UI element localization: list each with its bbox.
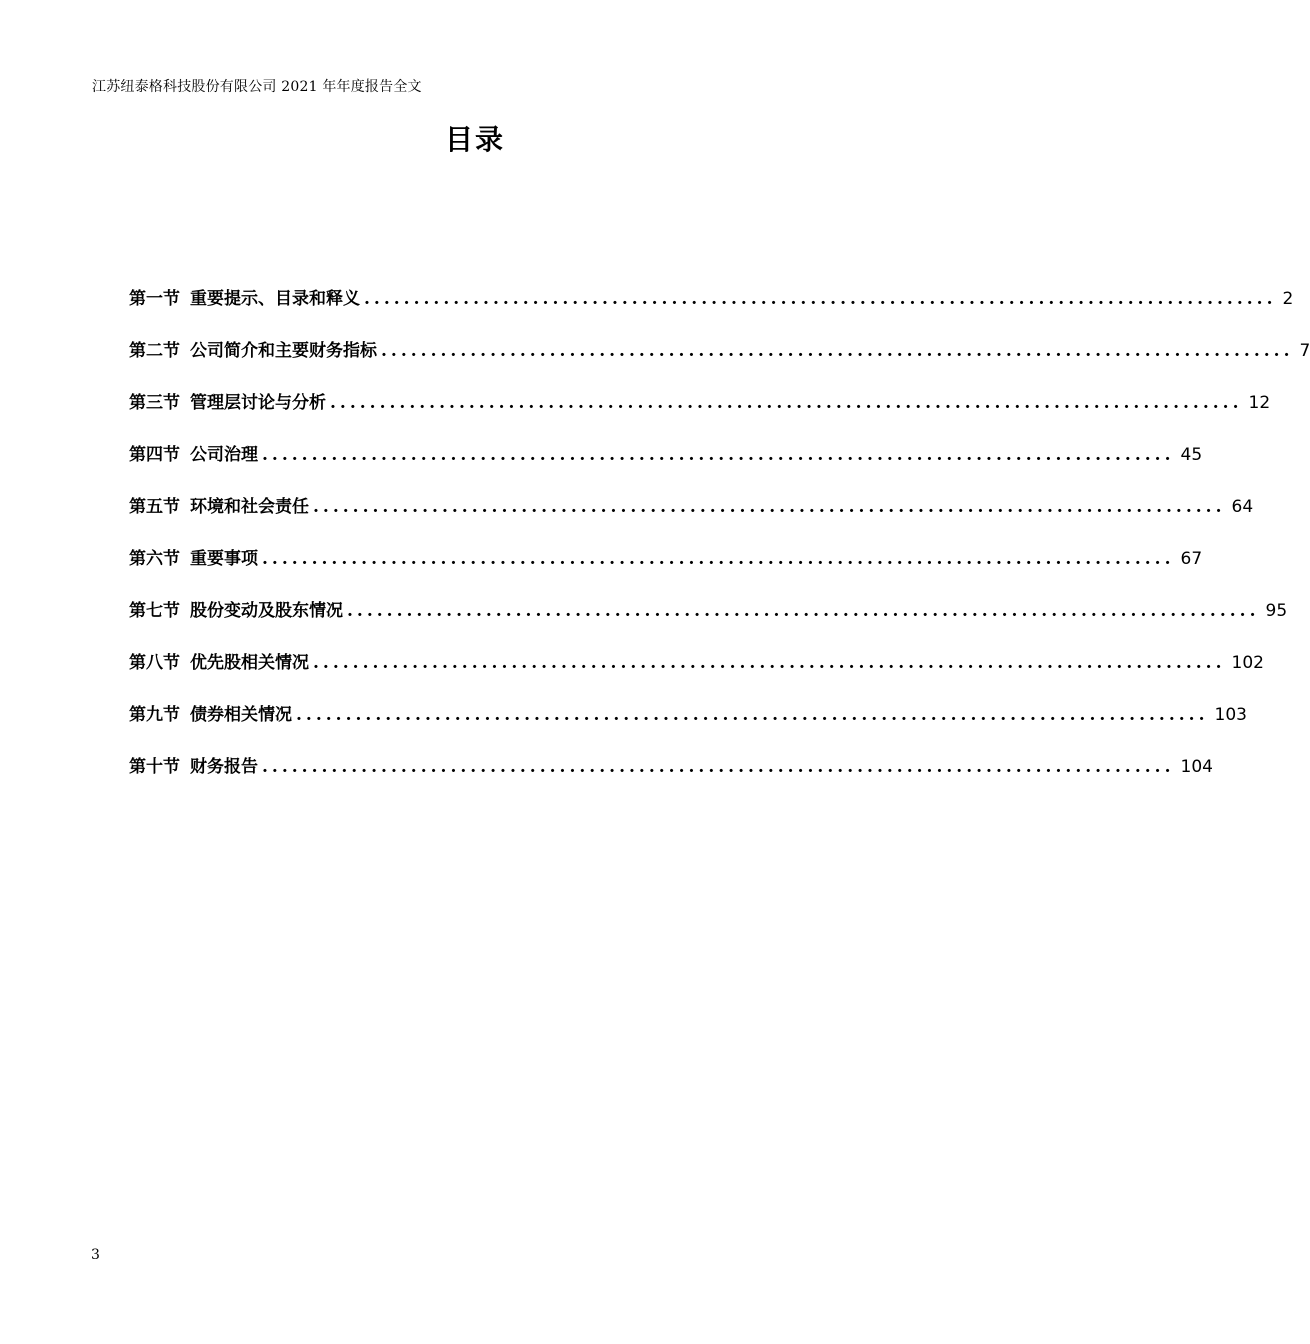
toc-section-number: 第五节 [129, 497, 180, 517]
toc-entry-10[interactable] [129, 752, 1213, 804]
running-header: 江苏纽泰格科技股份有限公司 2021 年年度报告全文 [92, 79, 422, 95]
toc-section-name: 环境和社会责任 [190, 497, 309, 517]
toc-section-number: 第三节 [129, 393, 180, 413]
toc-section-number: 第二节 [129, 341, 180, 361]
toc-leader-dots: ............................................................................................ [262, 757, 1175, 777]
toc-leader-dots: ............................................................................................ [347, 601, 1260, 621]
toc-page-number: 45 [1180, 445, 1203, 465]
toc-section-name: 重要事项 [190, 549, 258, 569]
toc-entry-4[interactable] [129, 440, 1203, 492]
toc-page-number: 104 [1180, 757, 1213, 777]
toc-page-number: 103 [1214, 705, 1247, 725]
toc-section-number: 第一节 [129, 289, 180, 309]
toc-section-name: 财务报告 [190, 757, 258, 777]
toc-entry-9[interactable] [129, 700, 1247, 752]
toc-section-number: 第七节 [129, 601, 180, 621]
toc-entry-8[interactable] [129, 648, 1264, 700]
toc-page-number: 95 [1265, 601, 1288, 621]
toc-leader-dots: ............................................................................................ [313, 653, 1226, 673]
toc-title: 目录 [444, 123, 505, 156]
toc-section-number: 第四节 [129, 445, 180, 465]
toc-section-number: 第九节 [129, 705, 180, 725]
toc-page-number: 7 [1299, 341, 1310, 361]
toc-entry-2[interactable] [129, 336, 1310, 388]
toc-entry-6[interactable] [129, 544, 1203, 596]
toc-leader-dots: ............................................................................................ [330, 393, 1243, 413]
toc-section-name: 公司简介和主要财务指标 [190, 341, 377, 361]
toc-leader-dots: ............................................................................................ [364, 289, 1277, 309]
toc-page-number: 102 [1231, 653, 1264, 673]
toc-page-number: 12 [1248, 393, 1271, 413]
toc-leader-dots: ............................................................................................ [381, 341, 1294, 361]
toc-section-name: 债券相关情况 [190, 705, 292, 725]
toc-entry-1[interactable] [129, 284, 1294, 336]
toc-entry-3[interactable] [129, 388, 1271, 440]
toc-entry-7[interactable] [129, 596, 1288, 648]
toc-page-number: 64 [1231, 497, 1254, 517]
toc-page-number: 67 [1180, 549, 1203, 569]
toc-section-name: 管理层讨论与分析 [190, 393, 326, 413]
table-of-contents [129, 284, 1310, 804]
toc-entry-5[interactable] [129, 492, 1254, 544]
toc-section-number: 第十节 [129, 757, 180, 777]
toc-section-name: 优先股相关情况 [190, 653, 309, 673]
toc-section-number: 第八节 [129, 653, 180, 673]
toc-section-name: 股份变动及股东情况 [190, 601, 343, 621]
toc-section-number: 第六节 [129, 549, 180, 569]
toc-leader-dots: ............................................................................................ [296, 705, 1209, 725]
toc-page-number: 2 [1282, 289, 1294, 309]
toc-leader-dots: ............................................................................................ [262, 549, 1175, 569]
toc-leader-dots: ............................................................................................ [262, 445, 1175, 465]
toc-section-name: 公司治理 [190, 445, 258, 465]
toc-leader-dots: ............................................................................................ [313, 497, 1226, 517]
page-number: 3 [91, 1247, 100, 1263]
toc-section-name: 重要提示、目录和释义 [190, 289, 360, 309]
